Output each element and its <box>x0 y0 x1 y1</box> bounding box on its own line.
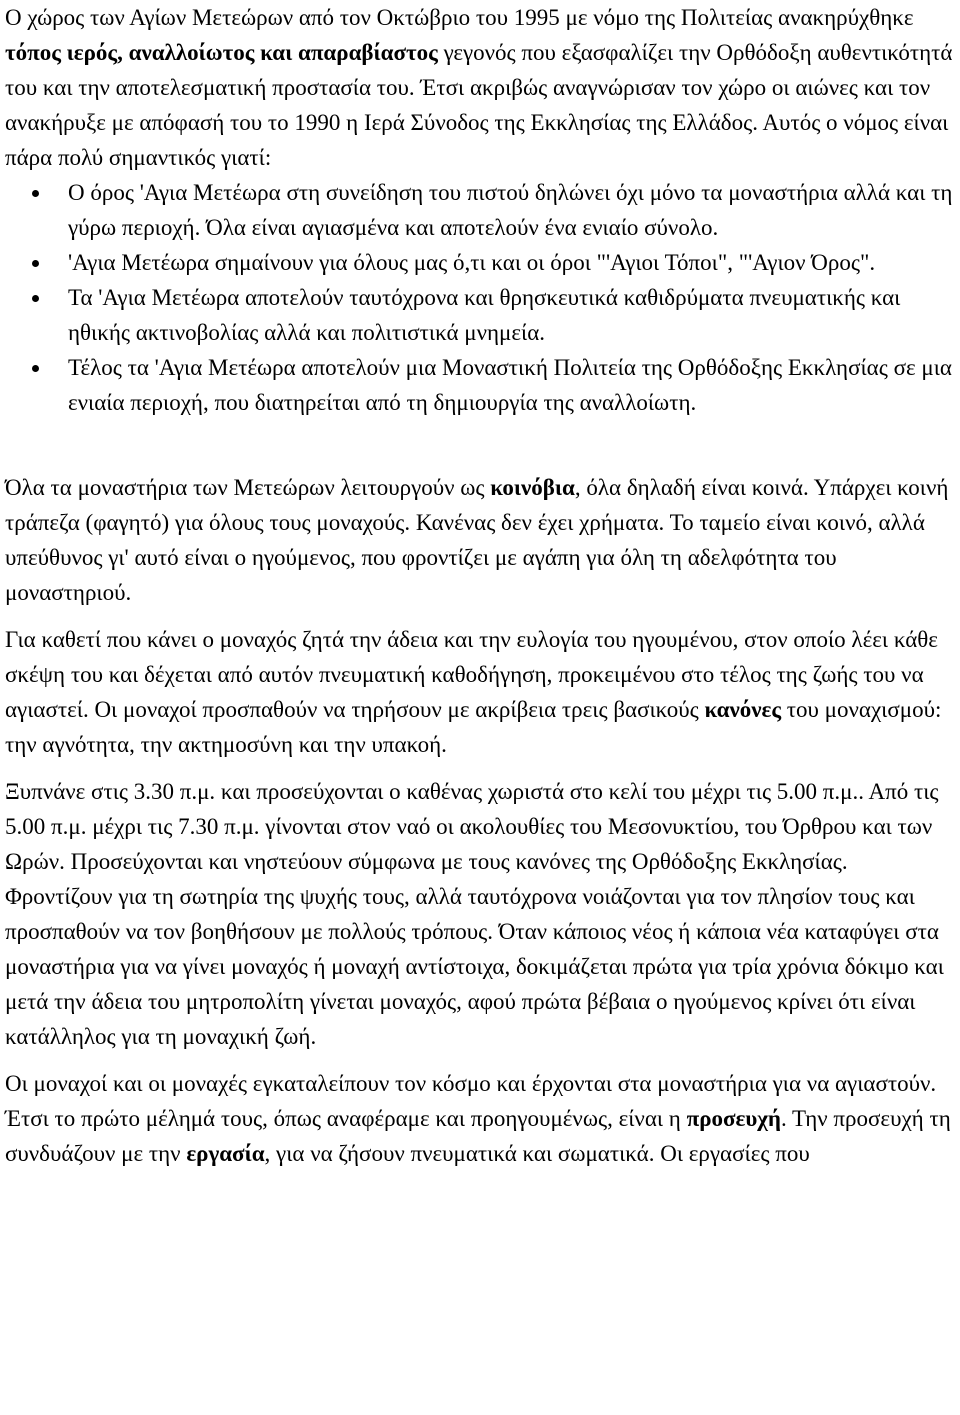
prayer-bold-word: προσευχή <box>686 1106 781 1131</box>
bullet-icon <box>32 295 39 302</box>
bullet-icon <box>32 260 39 267</box>
prayer-text-1: Οι μοναχοί και οι μοναχές εγκαταλείπουν τον κόσμο και έρχονται στα μοναστήρια για να αγιαστούν. Έτσι το πρώτο μέλημά τους, όπως αναφέραμε και προηγουμένως, είναι η <box>5 1071 937 1131</box>
intro-bold-phrase: τόπος ιερός, αναλλοίωτος και απαραβίαστος <box>5 40 438 65</box>
rules-text-1: Για καθετί που κάνει ο μοναχός ζητά την άδεια και την ευλογία του ηγουμένου, στον οποίο λέει κάθε σκέψη του και δέχεται από αυτόν πνευματική καθοδήγηση, προκειμένου στο τέλος της ζωής του να αγιαστεί. Οι μοναχοί προσπαθούν να τηρήσουν με ακρίβεια τρεις βασικούς <box>5 627 938 722</box>
list-item <box>5 350 960 420</box>
intro-text-2: γεγονός που εξασφαλίζει την Ορθόδοξη αυθεντικότητά του και την αποτελεσματική προστασία του. Έτσι ακριβώς αναγνώρισαν τον χώρο οι αιώνες και τον ανακήρυξε με απόφασή του το 1990 η Ιερά Σύνοδος της Εκκλησίας της Ελλάδος. Αυτός ο νόμος είναι πάρα πολύ σημαντικός γιατί: <box>5 40 953 170</box>
list-item-text: 'Αγια Μετέωρα σημαίνουν για όλους μας ό,τι και οι όροι "'Αγιοι Τόποι", "'Αγιον Όρος". <box>68 250 876 275</box>
schedule-paragraph: Ξυπνάνε στις 3.30 π.μ. και προσεύχονται ο καθένας χωριστά στο κελί του μέχρι τις 5.00 π.μ.. Από τις 5.00 π.μ. μέχρι τις 7.30 π.μ. γίνονται στον ναό οι ακολουθίες του Μεσονυκτίου, του Όρθρου και των Ωρών. Προσεύχονται και νηστεύουν σύμφωνα με τους κανόνες της Ορθόδοξης Εκκλησίας. Φροντίζουν για τη σωτηρία της ψυχής τους, αλλά ταυτόχρονα νοιάζονται για τον πλησίον τους και προσπαθούν να τον βοηθήσουν με πολλούς τρόπους. Όταν κάποιος νέος ή κάποια νέα καταφύγει στα μοναστήρια για να γίνει μοναχός ή μοναχή αντίστοιχα, δοκιμάζεται πρώτα για τρία χρόνια δόκιμο και μετά την άδεια του μητροπολίτη γίνεται μοναχός, αφού πρώτα βέβαια ο ηγούμενος κρίνει ότι είναι κατάλληλος για τη μοναχική ζωή. <box>5 779 944 1049</box>
law-importance-list <box>5 175 960 420</box>
list-item <box>5 280 960 350</box>
koinovia-text-2: , όλα δηλαδή είναι κοινά. Υπάρχει κοινή τράπεζα (φαγητό) για όλους τους μοναχούς. Κανένας δεν έχει χρήματα. Το ταμείο είναι κοινό, αλλά υπεύθυνος γι' αυτό είναι ο ηγούμενος, που φροντίζει με αγάπη για όλη τη αδελφότητα του μοναστηριού. <box>5 475 949 605</box>
prayer-text-3: , για να ζήσουν πνευματικά και σωματικά. Οι εργασίες που <box>264 1141 810 1166</box>
koinovia-paragraph <box>5 470 960 610</box>
intro-text-1: Ο χώρος των Αγίων Μετεώρων από τον Οκτώβριο του 1995 με νόμο της Πολιτείας ανακηρύχθηκε <box>5 5 914 30</box>
rules-text-2: του μοναχισμού: την αγνότητα, την ακτημοσύνη και την υπακοή. <box>5 697 942 757</box>
list-item <box>5 175 960 245</box>
list-item-text: Τέλος τα 'Αγια Μετέωρα αποτελούν μια Μοναστική Πολιτεία της Ορθόδοξης Εκκλησίας σε μια ενιαία περιοχή, που διατηρείται από τη δημιουργία της αναλλοίωτη. <box>68 355 952 415</box>
list-item <box>5 245 960 280</box>
intro-paragraph <box>5 0 960 175</box>
bullet-icon <box>32 190 39 197</box>
rules-bold-word: κανόνες <box>704 697 782 722</box>
rules-paragraph <box>5 622 960 762</box>
prayer-text-2: . Την προσευχή τη συνδυάζουν με την <box>5 1106 951 1166</box>
list-item-text: Τα 'Αγια Μετέωρα αποτελούν ταυτόχρονα και θρησκευτικά καθιδρύματα πνευματικής και ηθικής ακτινοβολίας αλλά και πολιτιστικά μνημεία. <box>68 285 901 345</box>
list-item-text: Ο όρος 'Αγια Μετέωρα στη συνείδηση του πιστού δηλώνει όχι μόνο τα μοναστήρια αλλά και τη γύρω περιοχή. Όλα είναι αγιασμένα και αποτελούν ένα ενιαίο σύνολο. <box>68 180 953 240</box>
koinovia-bold-word: κοινόβια <box>490 475 575 500</box>
section-spacer <box>5 420 960 470</box>
work-bold-word: εργασία <box>186 1141 265 1166</box>
prayer-paragraph <box>5 1066 960 1171</box>
koinovia-text-1: Όλα τα μοναστήρια των Μετεώρων λειτουργούν ως <box>5 475 491 500</box>
bullet-icon <box>32 365 39 372</box>
